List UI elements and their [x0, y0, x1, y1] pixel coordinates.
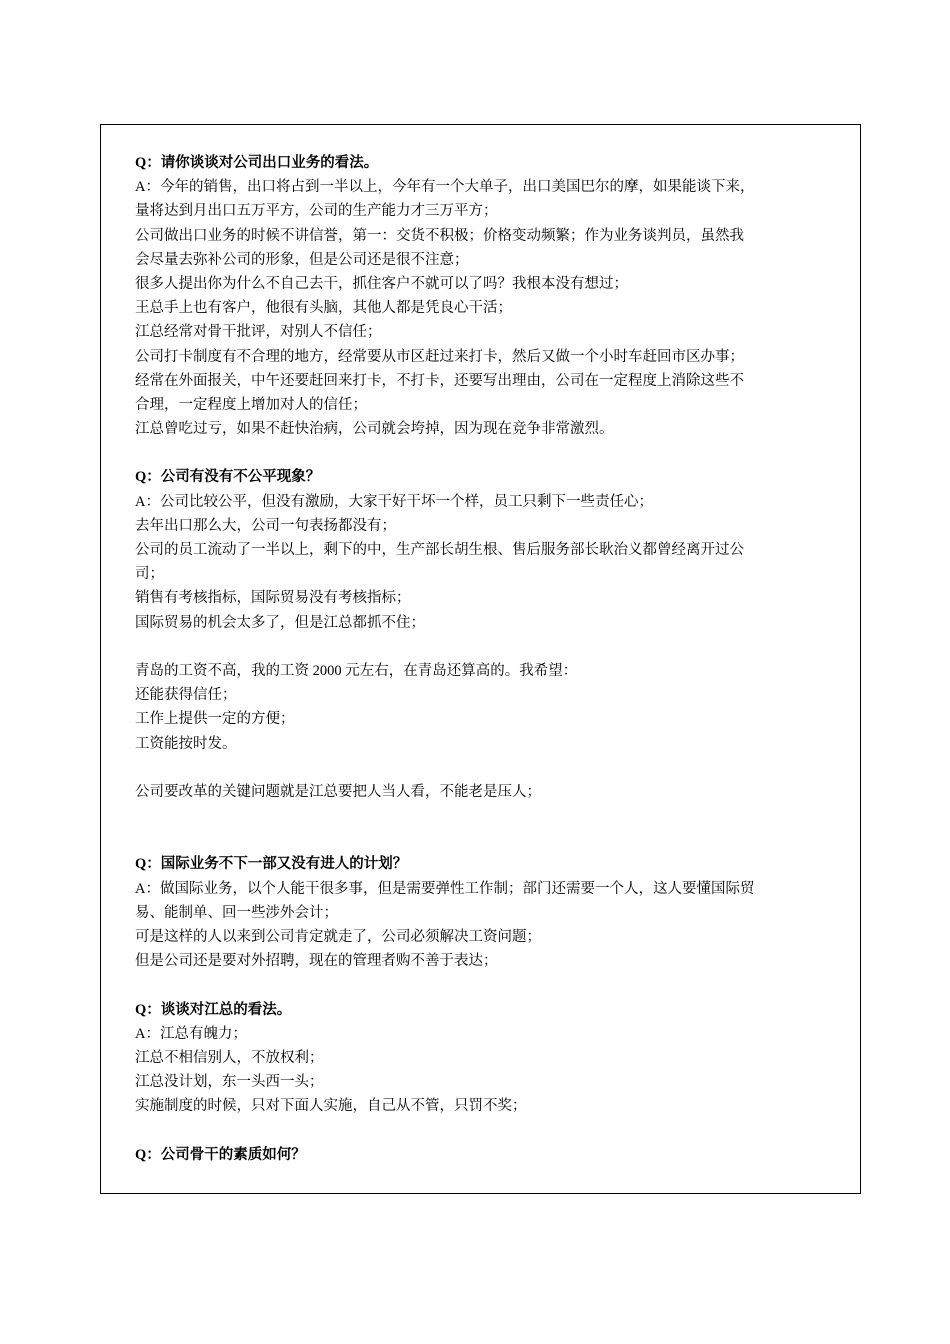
- question-heading: Q：请你谈谈对公司出口业务的看法。: [135, 155, 379, 171]
- blank-line: [135, 828, 855, 852]
- answer-line: 江总曾吃过亏，如果不赶快治病，公司就会垮掉，因为现在竞争非常激烈。: [135, 421, 614, 438]
- answer-line: 公司的员工流动了一半以上，剩下的中，生产部长胡生根、售后服务部长耿治义都曾经离开过公: [135, 542, 744, 558]
- blank-line: [135, 973, 855, 997]
- answer-line: 工资能按时发。: [135, 735, 237, 752]
- answer-line: 江总没计划，东一头西一头；: [135, 1074, 324, 1091]
- answer-line: 去年出口那么大，公司一句表扬都没有；: [135, 517, 396, 534]
- blank-line: [135, 804, 855, 828]
- blank-line: [135, 1119, 855, 1143]
- answer-line: A：江总有魄力；: [135, 1025, 247, 1042]
- answer-line: 会尽量去弥补公司的形象，但是公司还是很不注意；: [135, 251, 469, 268]
- answer-line: 量将达到月出口五万平方，公司的生产能力才三万平方；: [135, 203, 498, 220]
- question-heading: Q：谈谈对江总的看法。: [135, 1001, 292, 1018]
- answer-line: 国际贸易的机会太多了，但是江总都抓不住；: [135, 614, 425, 631]
- question-heading: Q：国际业务不下一部又没有进人的计划？: [135, 856, 408, 873]
- answer-line: 经常在外面报关，中午还要赶回来打卡，不打卡，还要写出理由，公司在一定程度上消除这些不: [135, 372, 744, 389]
- answer-line: 但是公司还是要对外招聘，现在的管理者购不善于表达；: [135, 953, 498, 970]
- answer-line: 易、能制单、回一些涉外会计；: [135, 904, 338, 921]
- question-heading: Q：公司骨干的素质如何？: [135, 1146, 306, 1163]
- question-heading: Q：公司有没有不公平现象？: [135, 469, 321, 486]
- answer-line: 合理，一定程度上增加对人的信任；: [135, 396, 367, 413]
- blank-line: [135, 635, 855, 659]
- answer-line: A：公司比较公平，但没有激励，大家干好干坏一个样，员工只剩下一些责任心；: [135, 493, 653, 510]
- blank-line: [135, 441, 855, 465]
- answer-line: 王总手上也有客户，他很有头脑，其他人都是凭良心干活；: [135, 300, 512, 317]
- answer-line: 青岛的工资不高，我的工资 2000 元左右，在青岛还算高的。我希望：: [135, 662, 578, 679]
- interview-notes: [135, 151, 855, 1167]
- answer-line: A：做国际业务，以个人能干很多事，但是需要弹性工作制；部门还需要一个人，这人要懂国际贸: [135, 880, 755, 897]
- answer-line: 工作上提供一定的方便；: [135, 711, 295, 728]
- answer-line: 销售有考核指标，国际贸易没有考核指标；: [135, 590, 411, 607]
- answer-line: A：今年的销售，出口将占到一半以上，今年有一个大单子，出口美国巴尔的摩，如果能谈下来，: [135, 179, 755, 196]
- answer-line: 司；: [135, 566, 164, 583]
- answer-line: 公司要改革的关键问题就是江总要把人当人看，不能老是压人；: [135, 783, 541, 800]
- blank-line: [135, 756, 855, 780]
- answer-line: 实施制度的时候，只对下面人实施，自己从不管，只罚不奖；: [135, 1098, 527, 1115]
- answer-line: 还能获得信任；: [135, 687, 237, 704]
- document-frame: [100, 124, 861, 1194]
- answer-line: 公司打卡制度有不合理的地方，经常要从市区赶过来打卡，然后又做一个小时车赶回市区办事；: [135, 348, 744, 365]
- answer-line: 很多人提出你为什么不自己去干，抓住客户不就可以了吗？我根本没有想过；: [135, 275, 628, 292]
- answer-line: 公司做出口业务的时候不讲信誉，第一：交货不积极；价格变动频繁；作为业务谈判员，虽然我: [135, 227, 744, 244]
- answer-line: 江总经常对骨干批评，对别人不信任；: [135, 324, 382, 341]
- answer-line: 江总不相信别人，不放权利；: [135, 1049, 324, 1066]
- answer-line: 可是这样的人以来到公司肯定就走了，公司必须解决工资问题；: [135, 929, 541, 945]
